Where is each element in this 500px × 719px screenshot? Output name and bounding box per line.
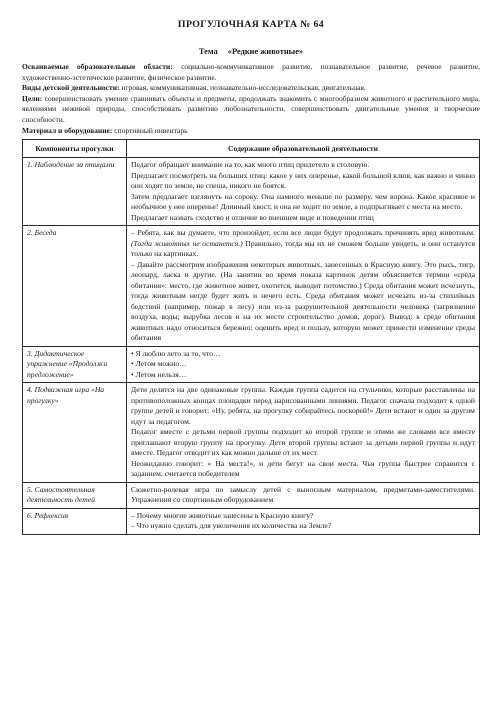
content-line: Сюжетно-ролевая игра по замыслу детей с выносным материалом, предметами-заместителями. Упражнения со спортивным оборудованием [131,484,475,505]
row-content [127,158,480,226]
areas-text: социально-коммуникативное развитие, познавательное развитие, речевое развитие, художественно-эстетическое развитие, физическое развитие. [22,62,481,82]
theme-line [22,46,480,58]
table-row [23,383,480,483]
goals-label: Цели: [22,93,43,103]
content-line [131,228,475,260]
table-header-row [23,140,480,158]
content-line: Предлагает назвать сходство и отличие во внешнем виде и поведении птиц [131,212,374,222]
materials-text: спортивный инвентарь [112,125,188,135]
content-line: Затем предлагает взглянуть на сороку. Она намного меньше по размеру, чем ворона. Какое красивое и необычное у нее оперенье! Длинный хвост, и она не ходит по земле, а подпрыгивает с места на место. [131,191,475,212]
content-line: Неожиданно говорит: « На места!», и дети бегут на свои места. Чья группа быстрее справится с заданием, считается победителем [131,458,475,479]
materials-paragraph [22,126,480,137]
meta-block [22,62,480,136]
row-component: 3. Дидактическое упражнение «Продолжи предложение» [23,346,127,383]
content-line: – Давайте рассмотрим изображения некоторых животных, занесенных в Красную книгу. Это рысь, тигр, леопард, ласка и другие. (На занятии во время показа картинок детям объясняется термин «среда обитания»: место, где животное живет, охотится, выводит потомство.) Среда обитания может исчезнуть, тогда животным негде будет жить и нечего есть. Среда обитания может исчезать из-за стихийных бедствий (например, пожар в лесу) или из-за разрушительной деятельности человека (загрязнение воздуха, воды; вырубка лесов и на их месте строительство домов, дорог). Вывод: к среде обитания животных надо относиться бережно: оценить вред и пользу, которую может принести изменение среды обитания [131,259,475,343]
row-content [127,482,480,508]
content-line: • Летом можно… [131,359,187,369]
row-component: 4. Подвижная игра «На прогулку» [23,383,127,483]
row-content [127,383,480,483]
goals-paragraph [22,94,480,126]
goals-text: совершенствовать умение сравнивать объекты и предметы, продолжать знакомить с многообразием животного и растительного мира, явлениями неживой природы, способствовать развитию любознательности, совершенствовать двигательные умения и творческие способности. [22,93,480,124]
row-content [127,346,480,383]
table-row [23,226,480,347]
content-line: Дети делятся на две одинаковые группы. Каждая группа садится на стульчики, которые расставлены на противоположных концах площадки перед нарисованными линиями. Педагог сначала подходит к одной группе детей и говорит: «Ну, ребята, на прогулку собирайтесь поскорей!» Дети встают и один за другим идут за педагогом. [131,385,475,426]
column-header-components: Компоненты прогулки [23,140,127,158]
walk-plan-table [22,139,480,535]
content-line: • Летом нельзя… [131,369,187,379]
table-row [23,346,480,383]
theme-value: «Редкие животные» [227,47,304,56]
content-line: – Что нужно сделать для увеличения их количества на Земле? [131,521,332,531]
table-row [23,508,480,534]
page-title: ПРОГУЛОЧНАЯ КАРТА № 64 [177,19,325,30]
content-italic-text: (Тогда животных не останется.) [131,238,243,248]
row-component: 2. Беседа [23,226,127,347]
row-component: 5. Самостоятельная деятельность детей [23,482,127,508]
row-component: 6. Рефлексия [23,508,127,534]
materials-label: Материал и оборудование: [22,125,113,135]
column-header-content: Содержание образовательной деятельности [127,140,480,158]
content-line: – Почему многие животные занесены в Красную книгу? [131,510,314,520]
row-content [127,508,480,534]
content-line: • Я люблю лето за то, что… [131,348,221,358]
content-text: – Ребята, как вы думаете, что произойдет, если все люди будут продолжать причинять вред животным. [131,228,475,238]
content-text: Правильно, тогда мы их не сможем больше увидеть, и они останутся только на картинках. [131,238,475,259]
table-row [23,158,480,226]
activities-text: игровая, коммуникативная, познавательно-исследовательская, двигательная. [119,83,366,93]
row-component: 1. Наблюдение за птицами [23,158,127,226]
content-line: Педагог вместе с детьми первой группы подходит ко второй группе и этими же словами все вместе приглашают вторую группу на прогулку. Дети второй группы встают за детьми первой группы и идут вместе. Педагог отводит их как можно дальше от их мест. [131,427,475,458]
theme-label: Тема [198,47,218,56]
areas-paragraph [22,62,480,83]
content-line: Педагог обращает внимание на то, как много птиц прилетело в столовую. [131,160,370,170]
table-row [23,482,480,508]
content-line: Предлагает посмотреть на больших птиц: какое у них оперенье, какой большой клюв, как важно и чинно они ходят по земле, не спеша, никого не боятся. [131,170,475,191]
activities-label: Виды детской деятельности: [22,83,120,93]
activities-paragraph [22,83,480,94]
row-content [127,226,480,347]
areas-label: Осваиваемые образовательные области: [22,62,173,71]
